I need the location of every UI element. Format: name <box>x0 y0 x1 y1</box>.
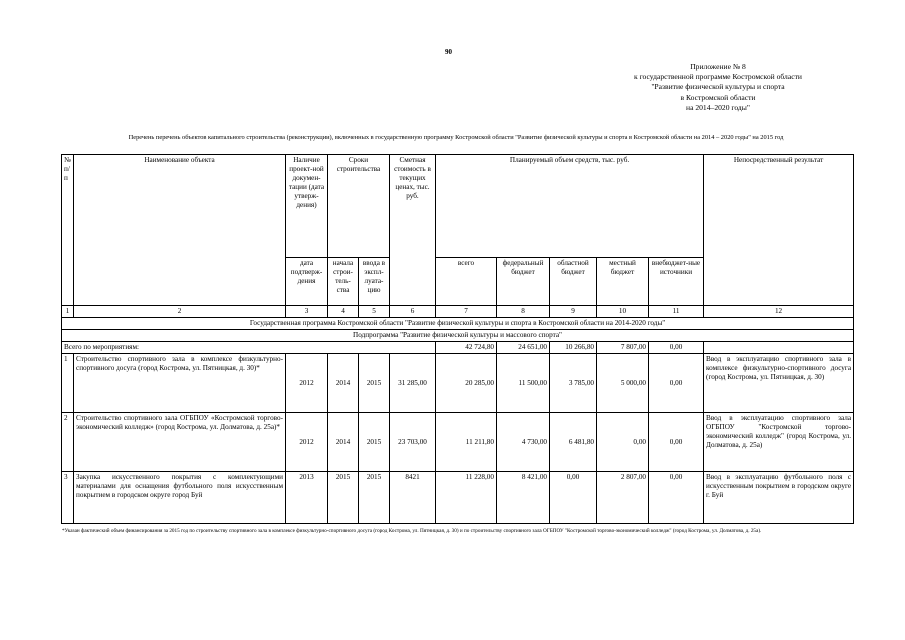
row-extra: 0,00 <box>649 354 704 413</box>
col-number: 5 <box>359 306 390 318</box>
col-number: 6 <box>390 306 436 318</box>
col-number: 12 <box>704 306 854 318</box>
header-extrabudget: внебюджет-ные источники <box>649 258 704 306</box>
row-total: 11 211,80 <box>436 413 497 472</box>
row-doc-date: 2012 <box>286 354 328 413</box>
row-start: 2014 <box>328 354 359 413</box>
row-result: Ввод в эксплуатацию спортивного зала ОГБПОУ "Костромской торгово-экономический колледж" (город Кострома, ул. Долматова, д. 25а) <box>704 413 854 472</box>
row-num: 2 <box>62 413 74 472</box>
header-cost: Сметная стоимость в текущих ценах, тыс. руб. <box>390 155 436 306</box>
row-object-name: Закупка искусственного покрытия с комплектующими материалами для оснащения футбольного поля искусственным покрытием в городском округе город Буй <box>74 472 286 524</box>
row-result: Ввод в эксплуатацию спортивного зала в комплексе физкультурно-спортивного досуга (город Кострома, ул. Пятницкая, д. 30) <box>704 354 854 413</box>
table-row <box>62 472 854 524</box>
col-number: 8 <box>497 306 550 318</box>
total-regional: 10 266,80 <box>550 342 597 354</box>
col-number: 1 <box>62 306 74 318</box>
footnote: *Указан фактический объем финансирования за 2015 год по строительству спортивного зала в комплексе физкультурно-спортивного досуга (город Кострома, ул. Пятницкая, д. 30) и по строительству спортивного зала ОГБПОУ "Костромской торгово-экономический колледж" (город Кострома, ул. Долматова, д. 25а). <box>62 528 762 534</box>
appendix-line: к государственной программе Костромской области <box>634 72 802 82</box>
col-number: 9 <box>550 306 597 318</box>
header-num: № п/п <box>62 155 74 306</box>
row-extra: 0,00 <box>649 472 704 524</box>
header-local: местный бюджет <box>597 258 649 306</box>
appendix-line: "Развитие физической культуры и спорта <box>651 82 785 92</box>
row-end: 2015 <box>359 472 390 524</box>
col-number: 3 <box>286 306 328 318</box>
row-local: 5 000,00 <box>597 354 649 413</box>
row-object-name: Строительство спортивного зала в комплексе физкультурно-спортивного досуга (город Кострома, ул. Пятницкая, д. 30)* <box>74 354 286 413</box>
row-regional: 0,00 <box>550 472 597 524</box>
row-num: 3 <box>62 472 74 524</box>
document-title: Перечень перечень объектов капитального строительства (реконструкции), включенных в государственную программу Костромской области "Развитие физической культуры и спорта в Костромской области на 2014 – 2020 годы" на 2015 год <box>128 134 784 141</box>
total-label: Всего по мероприятиям: <box>62 342 436 354</box>
row-result: Ввод в эксплуатацию футбольного поля с искусственным покрытием в городском округе г. Буй <box>704 472 854 524</box>
row-end: 2015 <box>359 354 390 413</box>
header-project-doc: Наличие проект-ной докумен-тации (дата утверж-дения) <box>286 155 328 258</box>
appendix-header <box>598 62 838 113</box>
row-federal: 4 730,00 <box>497 413 550 472</box>
table-row <box>62 413 854 472</box>
row-regional: 3 785,00 <box>550 354 597 413</box>
col-number: 7 <box>436 306 497 318</box>
row-object-name: Строительство спортивного зала ОГБПОУ «Костромской торгово-экономический колледж» (город Кострома, ул. Долматова, д. 25а)* <box>74 413 286 472</box>
header-approval-date: дата подтверж-дения <box>286 258 328 306</box>
row-federal: 8 421,00 <box>497 472 550 524</box>
col-number: 2 <box>74 306 286 318</box>
row-cost: 31 285,00 <box>390 354 436 413</box>
appendix-line: в Костромской области <box>680 92 756 102</box>
row-doc-date: 2013 <box>286 472 328 524</box>
row-num: 1 <box>62 354 74 413</box>
row-regional: 6 481,80 <box>550 413 597 472</box>
row-total: 11 228,00 <box>436 472 497 524</box>
total-federal: 24 651,00 <box>497 342 550 354</box>
row-end: 2015 <box>359 413 390 472</box>
column-numbers-row <box>62 306 854 318</box>
header-name: Наименование объекта <box>74 155 286 306</box>
row-total: 20 285,00 <box>436 354 497 413</box>
header-terms: Сроки строительства <box>328 155 390 258</box>
row-cost: 8421 <box>390 472 436 524</box>
row-local: 2 807,00 <box>597 472 649 524</box>
program-row: Государственная программа Костромской области "Развитие физической культуры и спорта в Костромской области на 2014-2020 годы" <box>62 318 854 330</box>
row-extra: 0,00 <box>649 413 704 472</box>
row-federal: 11 500,00 <box>497 354 550 413</box>
table-row <box>62 354 854 413</box>
row-start: 2015 <box>328 472 359 524</box>
total-all: 42 724,80 <box>436 342 497 354</box>
row-cost: 23 703,00 <box>390 413 436 472</box>
col-number: 4 <box>328 306 359 318</box>
header-regional: областной бюджет <box>550 258 597 306</box>
appendix-line: Приложение № 8 <box>690 62 746 71</box>
total-local: 7 807,00 <box>597 342 649 354</box>
row-local: 0,00 <box>597 413 649 472</box>
page-number: 90 <box>445 48 452 56</box>
header-start: начала строи-тель-ства <box>328 258 359 306</box>
objects-table <box>61 154 854 524</box>
total-result <box>704 342 854 354</box>
col-number: 10 <box>597 306 649 318</box>
total-row <box>62 342 854 354</box>
header-result: Непосредственный результат <box>704 155 854 306</box>
header-federal: федеральный бюджет <box>497 258 550 306</box>
row-doc-date: 2012 <box>286 413 328 472</box>
subprogram-row: Подпрограмма "Развитие физической культуры и массового спорта" <box>62 330 854 342</box>
total-extra: 0,00 <box>649 342 704 354</box>
row-start: 2014 <box>328 413 359 472</box>
appendix-line: на 2014–2020 годы" <box>686 102 750 112</box>
header-total: всего <box>436 258 497 306</box>
header-commission: ввода в экспл-луата-цию <box>359 258 390 306</box>
header-planned: Планируемый объем средств, тыс. руб. <box>436 155 704 258</box>
col-number: 11 <box>649 306 704 318</box>
